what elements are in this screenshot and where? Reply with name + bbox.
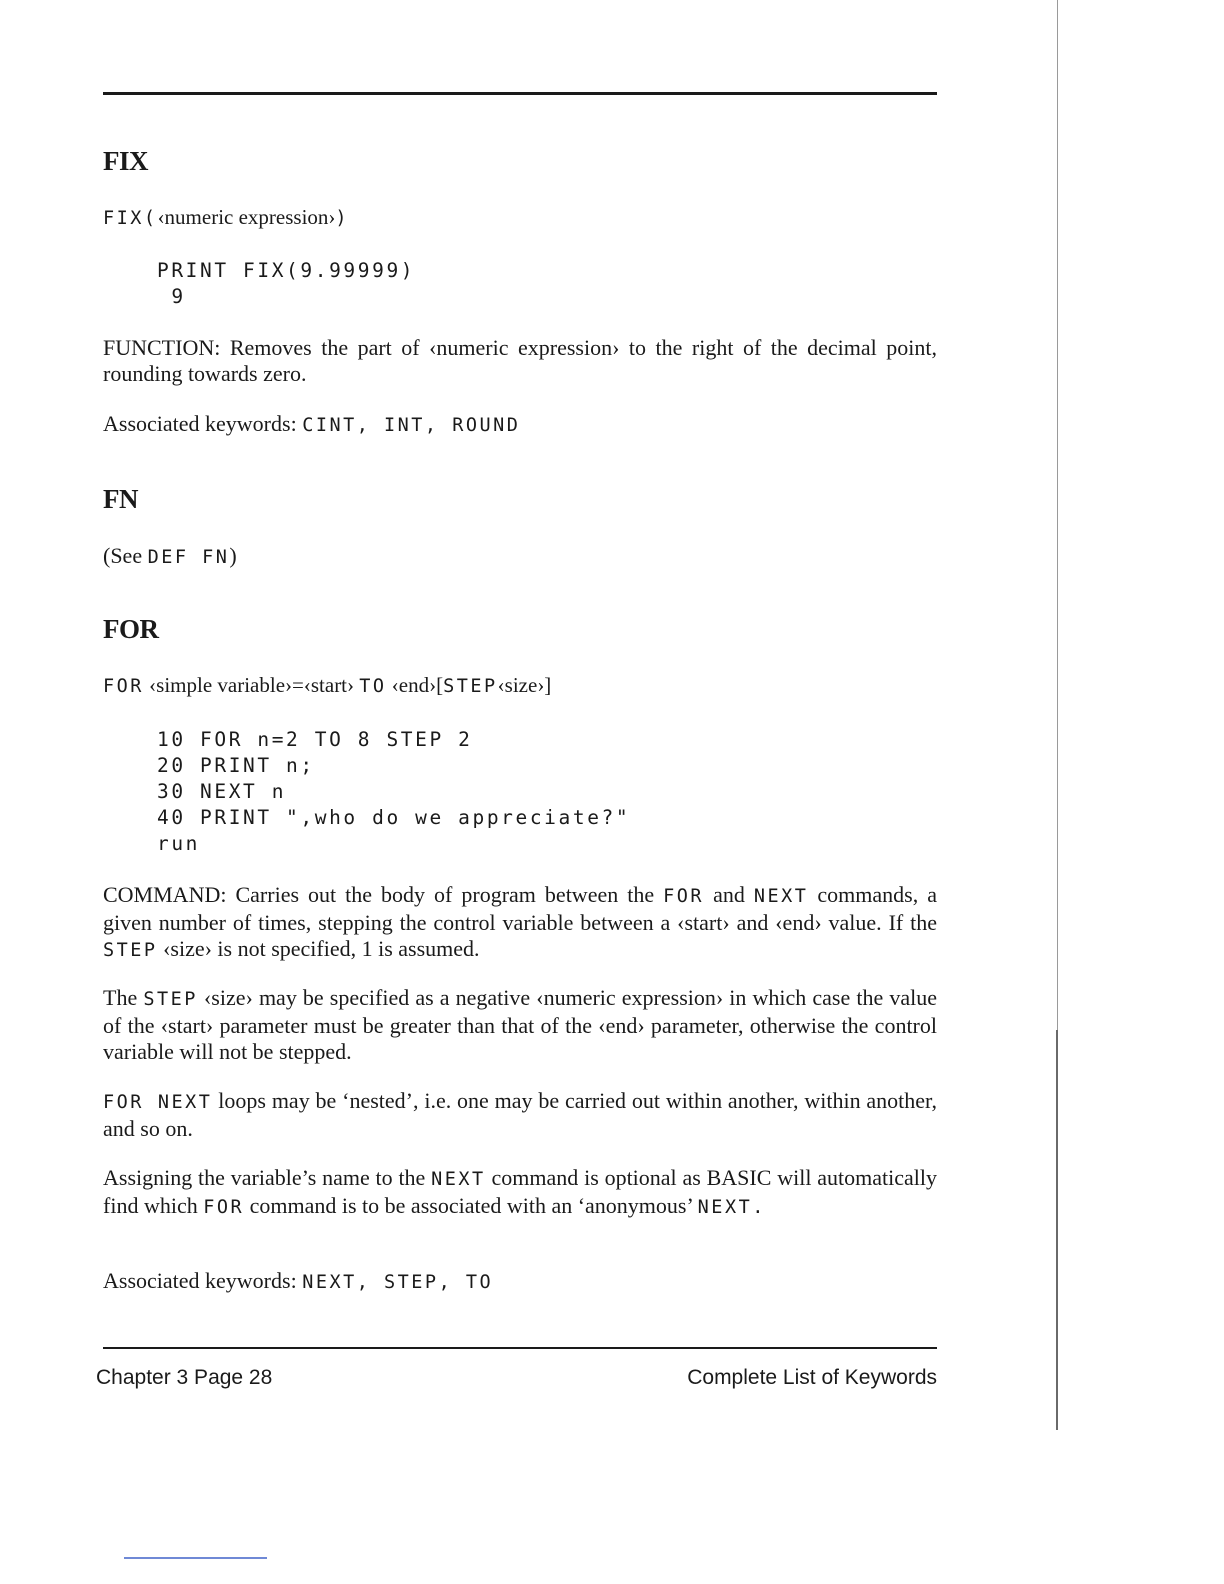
for-syntax <box>103 673 551 698</box>
for-p2-text-a: The <box>103 985 138 1010</box>
for-anonymous-next-paragraph <box>103 1165 937 1221</box>
for-assoc-label: Associated keywords: <box>103 1268 297 1293</box>
fix-assoc-keywords: CINT, INT, ROUND <box>302 415 521 436</box>
for-p4-kw-next: NEXT <box>431 1169 486 1190</box>
fix-code-example: PRINT FIX(9.99999) 9 <box>157 259 416 308</box>
for-syntax-kw-step: STEP <box>443 676 498 697</box>
for-p4-text-b: command is optional as BASIC will automatically find which <box>103 1165 937 1218</box>
for-syntax-part1: ‹simple variable›=‹start› <box>149 673 355 697</box>
footer-page-label: Chapter 3 Page 28 <box>96 1366 273 1389</box>
fix-heading: FIX <box>103 146 148 176</box>
for-p4-text-a: Assigning the variable’s name to the <box>103 1165 426 1190</box>
for-nested-paragraph <box>103 1088 937 1142</box>
for-p2-text-b: ‹size› may be specified as a negative ‹numeric expression› in which case the value of the ‹start› parameter must be greater than that of the ‹end› parameter, otherwise the control variable will not be stepped. <box>103 985 937 1064</box>
for-p3-text: loops may be ‘nested’, i.e. one may be carried out within another, within another, and so on. <box>103 1088 938 1141</box>
for-p1-text-a: Carries out the body of program between the <box>235 882 655 907</box>
for-p2-kw-step: STEP <box>143 989 198 1010</box>
for-command-label: COMMAND: <box>103 882 227 907</box>
fix-associated-keywords <box>103 411 937 439</box>
for-syntax-kw-to: TO <box>359 676 387 697</box>
scan-artifact-line <box>124 1557 267 1559</box>
footer-chapter-title: Complete List of Keywords <box>687 1366 937 1389</box>
for-p1-kw-next: NEXT <box>753 886 809 907</box>
fn-heading: FN <box>103 484 138 514</box>
fn-see-keyword: DEF FN <box>147 547 230 568</box>
for-p1-kw-step: STEP <box>103 940 158 961</box>
for-p4-text-c: command is to be associated with an ‘anonymous’ <box>249 1193 693 1218</box>
for-p1-kw-for: FOR <box>663 886 705 907</box>
fix-function-text: Removes the part of ‹numeric expression› to the right of the decimal point, rounding towards zero. <box>103 335 937 386</box>
fn-see-close: ) <box>229 543 237 568</box>
fix-function-label: FUNCTION: <box>103 335 221 360</box>
for-p1-text-d: ‹size› is not specified, 1 is assumed. <box>163 936 480 961</box>
for-associated-keywords <box>103 1268 937 1296</box>
for-syntax-part3: ‹size›] <box>497 673 552 697</box>
for-command-paragraph <box>103 882 937 964</box>
for-code-example: 10 FOR n=2 TO 8 STEP 2 20 PRINT n; 30 NEXT n 40 PRINT ",who do we appreciate?" run <box>157 728 631 855</box>
for-heading: FOR <box>103 614 159 644</box>
header-rule <box>103 92 937 95</box>
for-p4-kw-next-end: NEXT. <box>697 1197 766 1218</box>
fn-see-reference <box>103 543 937 571</box>
fn-see-open: (See <box>103 543 143 568</box>
for-syntax-part2: ‹end›[ <box>391 673 444 697</box>
scan-page-edge-shadow <box>1056 1030 1058 1430</box>
fix-function-paragraph <box>103 335 937 387</box>
for-p3-kw-for-next: FOR NEXT <box>103 1092 213 1113</box>
for-step-paragraph <box>103 985 937 1065</box>
fix-syntax-param: ‹numeric expression› <box>157 205 336 229</box>
fix-syntax <box>103 205 349 230</box>
for-assoc-keywords: NEXT, STEP, TO <box>302 1272 494 1293</box>
for-syntax-kw-for: FOR <box>103 676 144 697</box>
for-p1-text-b: and <box>713 882 745 907</box>
fix-assoc-label: Associated keywords: <box>103 411 297 436</box>
fix-syntax-close: ) <box>335 208 350 229</box>
footer-rule <box>103 1347 937 1349</box>
for-p1-text-c: commands, a given number of times, stepping the control variable between a ‹start› and ‹end› value. If the <box>103 882 938 935</box>
for-p4-kw-for: FOR <box>203 1197 245 1218</box>
fix-syntax-keyword: FIX( <box>103 208 158 229</box>
